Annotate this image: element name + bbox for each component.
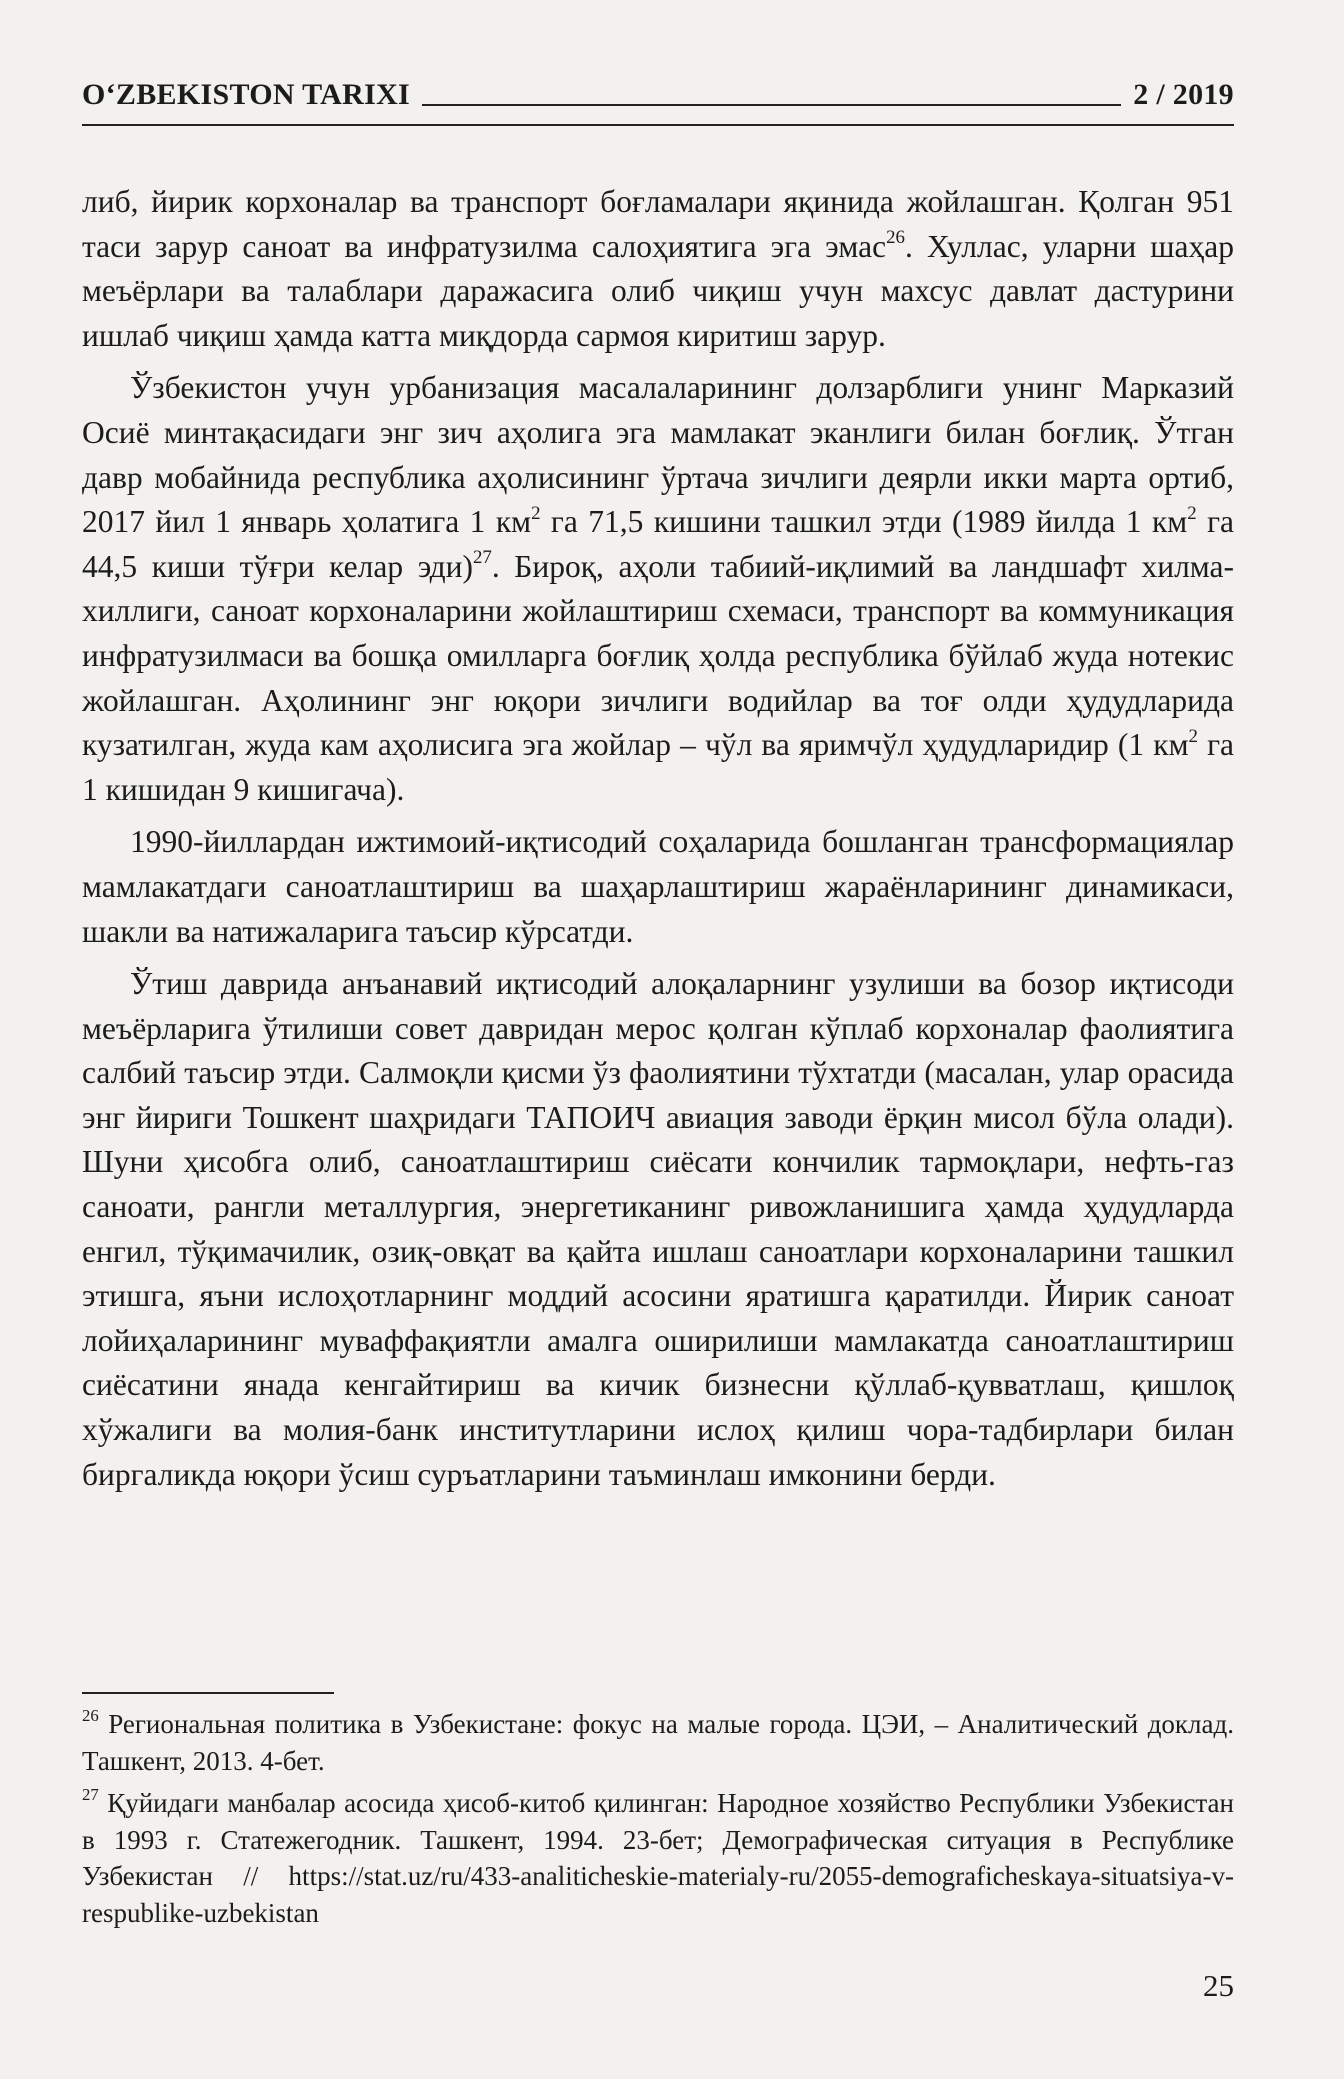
footnote-ref: 26: [886, 227, 905, 249]
header-rule: [422, 104, 1121, 106]
footnote-number: 26: [82, 1706, 99, 1726]
paragraph-text: либ, йирик корхоналар ва транспорт боғламалари яқинида жойлашган. Қолган 951 таси зарур саноат ва инфратузилма салоҳиятига эга эмас: [82, 184, 1234, 264]
paragraph-text: га 71,5 кишини ташкил этди (1989 йилда 1 км: [540, 504, 1188, 540]
footnotes: [82, 1706, 1234, 1931]
superscript: 2: [1188, 725, 1198, 747]
paragraph-text: Ўзбекистон учун урбанизация масалаларининг долзарблиги унинг Марказий Осиё минтақасидаги энг зич аҳолига эга мамлакат эканлиги билан боғлиқ. Ўтган давр мобайнида республика аҳолисининг ўртача зичлиги деярли икки марта ортиб, 2017 йил 1 январь ҳолатига 1 км: [82, 370, 1234, 540]
paragraph-text: . Хуллас, уларни шаҳар меъёрлари ва талаблари даражасига олиб чиқиш учун махсус давлат дастурини ишлаб чиқиш ҳамда катта миқдорда сармоя киритиш зарур.: [82, 228, 1234, 353]
footnote: [82, 1785, 1234, 1931]
header-divider: [82, 124, 1234, 126]
footnote-text: Региональная политика в Узбекистане: фокус на малые города. ЦЭИ, – Аналитический доклад. Ташкент, 2013. 4-бет.: [82, 1709, 1234, 1776]
superscript: 2: [1187, 502, 1197, 524]
footnote: [82, 1706, 1234, 1779]
journal-title: O‘ZBEKISTON TARIXI: [82, 78, 411, 111]
paragraph-text: . Бироқ, аҳоли табиий-иқлимий ва ландшафт хилма-хиллиги, саноат корхоналарини жойлаштириш схемаси, транспорт ва коммуникация инфратузилмаси ва бошқа омилларга боғлиқ ҳолда республика бўйлаб жуда нотекис жойлашган. Аҳолининг энг юқори зичлиги водийлар ва тоғ олди ҳудудларида кузатилган, жуда кам аҳолисига эга жойлар – чўл ва яримчўл ҳудудларидир (1 км: [82, 548, 1234, 763]
paragraph: 1990-йиллардан ижтимоий-иқтисодий соҳаларида бошланган трансформациялар мамлакатдаги саноатлаштириш ва шаҳарлаштириш жараёнларининг динамикаси, шакли ва натижаларига таъсир кўрсатди.: [82, 824, 1234, 949]
running-header: [82, 78, 1234, 112]
paragraph-continued: [82, 180, 1234, 358]
article-body: [82, 180, 1234, 1497]
paragraph-text: га 1 кишидан 9 кишигача).: [82, 727, 1234, 807]
paragraph: Ўтиш даврида анъанавий иқтисодий алоқаларнинг узулиши ва бозор иқтисоди меъёрларига ўтилиши совет давридан мерос қолган кўплаб корхоналар фаолиятига салбий таъсир этди. Салмоқли қисми ўз фаолиятини тўхтатди (масалан, улар орасида энг йириги Тошкент шаҳридаги ТАПОИЧ авиация заводи ёрқин мисол бўла олади). Шуни ҳисобга олиб, саноатлаштириш сиёсати кончилик тармоқлари, нефть-газ саноати, рангли металлургия, энергетиканинг ривожланишига ҳамда ҳудудларда енгил, тўқимачилик, озиқ-овқат ва қайта ишлаш саноатлари корхоналарини ташкил этишга, яъни ислоҳотларнинг моддий асосини яратишга қаратилди. Йирик саноат лойиҳаларининг муваффақиятли амалга оширилиши мамлакатда саноатлаштириш сиёсатини янада кенгайтириш ва кичик бизнесни қўллаб-қувватлаш, қишлоқ хўжалиги ва молия-банк институтларини ислоҳ қилиш чора-тадбирлари билан биргаликда юқори ўсиш суръатларини таъминлаш имконини берди.: [82, 966, 1234, 1492]
footnote-separator: [82, 1692, 334, 1694]
page-number: 25: [1203, 1968, 1234, 2003]
issue-number: 2 / 2019: [1133, 78, 1234, 111]
footnote-text: Қуйидаги манбалар асосида ҳисоб-китоб қилинган: Народное хозяйство Республики Узбекистан в 1993 г. Статежегодник. Ташкент, 1994. 23-бет; Демографическая ситуация в Республике Узбекистан // https://stat.uz/ru/433-analiticheskie-materialy-ru/2055-demograficheskaya-situatsiya-v-respublike-uzbekistan: [82, 1788, 1234, 1928]
paragraph-text: га 44,5 киши тўғри келар эди): [82, 504, 1234, 584]
footnote-number: 27: [82, 1785, 99, 1805]
paragraph: [82, 366, 1234, 812]
superscript: 2: [531, 502, 541, 524]
footnote-ref: 27: [472, 547, 492, 569]
